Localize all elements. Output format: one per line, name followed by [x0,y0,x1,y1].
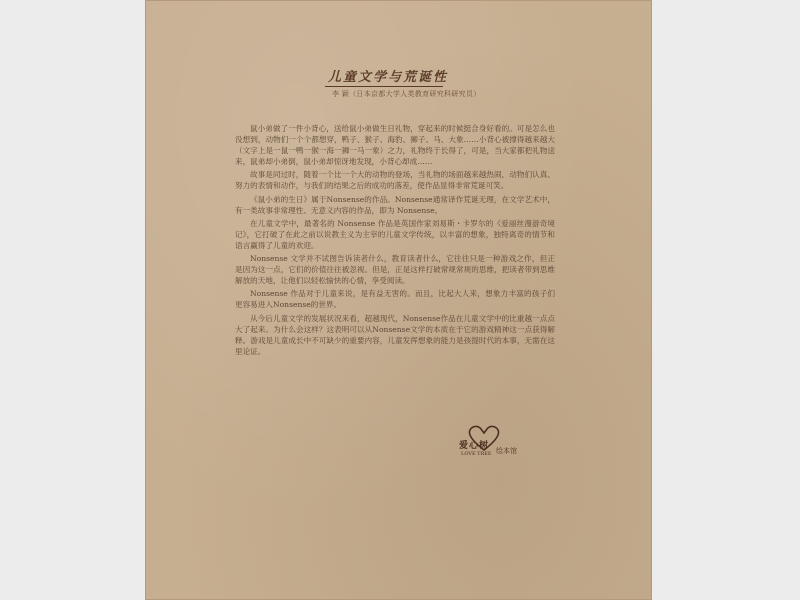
document-page [145,0,652,600]
paragraph: 故事是同过时，随着一个比一个大的动物的登场，当礼物的场面越来越热闹，动物们认真、努力的表情和动作，与我们的结果之后的成功的落差，使作品显得非常荒诞可笑。 [235,170,555,191]
author-byline: 李 颖（日本京都大学人类教育研究科研究员） [332,90,481,98]
paragraph: 鼠小弟做了一件小背心，送给鼠小弟做生日礼物，穿起来的时候挺合身好看的。可是怎么也没想到，动物们一个个都想穿，鸭子、猴子、海豹、狮子、马、大象……小背心被撑得越来越大（文字上是一鼠一鸭一猴一海一狮一马一象）之力，礼物终于长得了，可是，当大家都把礼物送来，鼠弟却小弟倒，鼠小弟却惊讶地发现，小背心却成…… [235,124,555,167]
paragraph: 《鼠小弟的生日》属于Nonsense的作品。Nonsense通常译作荒诞无理，在文学艺术中，有一类故事非常理性、无意义内容的作品，即为 Nonsense。 [235,194,555,215]
title-underline [325,86,443,87]
logo-subtext: LOVE TREE [461,451,492,457]
paragraph: Nonsense 文学并不试图告诉读者什么，教育读者什么，它往往只是一种游戏之作，但正是因为这一点，它们的价值往往被忽视。但是，正是这样打破常规常规的思维，把读者带到思维解放的天地，让他们以轻松愉快的心情，享受阅读。 [235,254,555,286]
logo-side-text: 绘本馆 [496,447,517,455]
article-title: 儿童文学与荒诞性 [328,70,449,85]
article-body [235,123,555,359]
publisher-logo [459,424,529,468]
logo-text: 爱心树 [459,441,490,451]
paragraph: 从今后儿童文学的发展状况来看，超越现代，Nonsense作品在儿童文学中的比重越一点点大了起来。为什么会这样？这表明可以从Nonsense文学的本质在于它的游戏精神这一点获得解释。游戏是儿童成长中不可缺少的重要内容，儿童发挥想象的能力是孩提时代的本事，无需在这里论证。 [235,313,555,356]
paragraph: Nonsense 作品对于儿童来说，是有益无害的。而且，比起大人来，想象力丰富的孩子们更容易进入Nonsense的世界。 [235,289,555,310]
paragraph: 在儿童文学中，最著名的 Nonsense 作品是英国作家刘易斯・卡罗尔的《爱丽丝漫游奇境记》，它打破了在此之前以说教主义为主宰的儿童文学传统，以丰富的想象，独特离奇的情节和语言赢得了儿童的欢迎。 [235,218,555,250]
